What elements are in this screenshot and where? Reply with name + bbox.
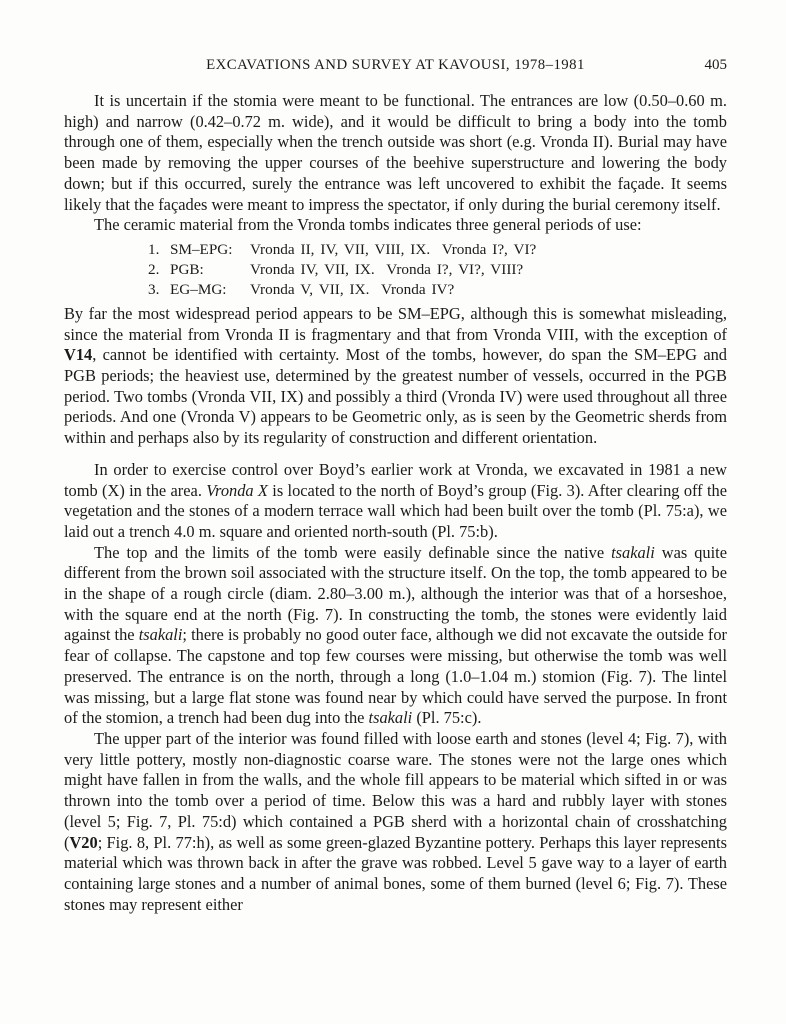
list-item-number: 2. xyxy=(148,260,160,278)
list-item-label: EG–MG: xyxy=(170,280,227,298)
paragraph-tomb-construction xyxy=(64,543,727,729)
period-list-item xyxy=(148,260,727,280)
page-header xyxy=(64,57,727,79)
italic-text-segment: tsakali xyxy=(611,542,655,562)
text-segment: ; Fig. 8, Pl. 77:h), as well as some green-glazed Byzantine pottery. Perhaps this layer represents material which was thrown back in after the grave was robbed. Level 5 gave way to a layer of earth containing large stones and a number of animal bones, some of them burned (level 6; Fig. 7). These stones may represent either xyxy=(64,832,727,914)
list-item-number: 3. xyxy=(148,280,160,298)
text-segment: In order to exercise control over Boyd’s earlier work at Vronda, we excavated in 1981 a new tomb (X) in the area. xyxy=(64,459,727,500)
italic-text-segment: Vronda X xyxy=(206,480,268,500)
running-title: EXCAVATIONS AND SURVEY AT KAVOUSI, 1978–1981 xyxy=(206,57,585,73)
paragraph-vronda-x-excavation xyxy=(64,460,727,543)
text-segment: ; there is probably no good outer face, although we did not excavate the outside for fear of collapse. The capstone and top few courses were missing, but otherwise the tomb was well preserved. The entrance is on the north, through a long (1.0–1.04 m.) stomion (Fig. 7). The lintel was missing, but a large flat stone was found near by which could have served the purpose. In front of the stomion, a trench had been dug into the xyxy=(64,625,727,728)
text-segment: The upper part of the interior was found filled with loose earth and stones (level 4; Fig. 7), with very little pottery, mostly non-diagnostic coarse ware. The stones were not the large ones which might have fallen in from the walls, and the whole fill appears to be material which sifted in or was thrown into the tomb over a period of time. Below this was a hard and rubbly layer with stones (level 5; Fig. 7, Pl. 75:d) which contained a PGB sherd with a horizontal chain of crosshatching ( xyxy=(64,728,727,852)
list-item-label: PGB: xyxy=(170,260,204,278)
text-segment: The ceramic material from the Vronda tombs indicates three general periods of use: xyxy=(94,215,642,235)
list-item-value: Vronda II, IV, VII, VIII, IX. Vronda I?, VI? xyxy=(250,240,537,258)
text-segment: , cannot be identified with certainty. Most of the tombs, however, do span the SM–EPG and PGB periods; the heaviest use, determined by the greatest number of vessels, occurred in the PGB period. Two tombs (Vronda VII, IX) and possibly a third (Vronda IV) were used throughout all three periods. And one (Vronda V) appears to be Geometric only, as is seen by the Geometric sherds from within and perhaps also by its regularity of construction and different orientation. xyxy=(64,345,727,448)
text-segment: was quite different from the brown soil associated with the structure itself. On the top, the tomb appeared to be in the shape of a rough circle (diam. 2.80–3.00 m.), although the interior was that of a horseshoe, with the square end at the north (Fig. 7). In constructing the tomb, the stones were evidently laid against the xyxy=(64,542,727,645)
bold-text-segment: V20 xyxy=(69,832,98,852)
text-segment: is located to the north of Boyd’s group (Fig. 3). After clearing off the vegetation and the stones of a modern terrace wall which had been built over the tomb (Pl. 75:a), we laid out a trench 4.0 m. square and oriented north-south (Pl. 75:b). xyxy=(64,480,727,541)
period-list xyxy=(148,240,727,300)
text-segment: It is uncertain if the stomia were meant to be functional. The entrances are low (0.50–0.60 m. high) and narrow (0.42–0.72 m. wide), and it would be difficult to bring a body into the tomb through one of them, especially when the trench outside was short (e.g. Vronda II). Burial may have been made by removing the upper courses of the beehive superstructure and lowering the body down; but if this occurred, surely the entrance was left uncovered to exhibit the façade. It seems likely that the façades were meant to impress the spectator, if only during the burial ceremony itself. xyxy=(64,91,727,214)
paragraph-interior-fill xyxy=(64,729,727,915)
period-list-item xyxy=(148,240,727,260)
list-item-value: Vronda IV, VII, IX. Vronda I?, VI?, VIII? xyxy=(250,260,524,278)
page-body xyxy=(64,91,727,915)
period-list-item xyxy=(148,280,727,300)
bold-text-segment: V14 xyxy=(64,345,93,365)
paragraph-ceramic-periods-intro xyxy=(64,215,727,236)
list-item-number: 1. xyxy=(148,240,160,258)
paragraph-stomia-functional xyxy=(64,91,727,215)
list-item-value: Vronda V, VII, IX. Vronda IV? xyxy=(250,280,455,298)
page-number: 405 xyxy=(704,57,727,73)
list-item-label: SM–EPG: xyxy=(170,240,233,258)
paragraph-period-discussion xyxy=(64,304,727,449)
text-segment: By far the most widespread period appears to be SM–EPG, although this is somewhat misleading, since the material from Vronda II is fragmentary and that from Vronda VIII, with the exception of xyxy=(64,303,727,344)
text-segment: The top and the limits of the tomb were easily definable since the native xyxy=(94,542,612,562)
text-segment: (Pl. 75:c). xyxy=(412,708,482,728)
italic-text-segment: tsakali xyxy=(368,708,413,728)
italic-text-segment: tsakali xyxy=(138,625,183,645)
